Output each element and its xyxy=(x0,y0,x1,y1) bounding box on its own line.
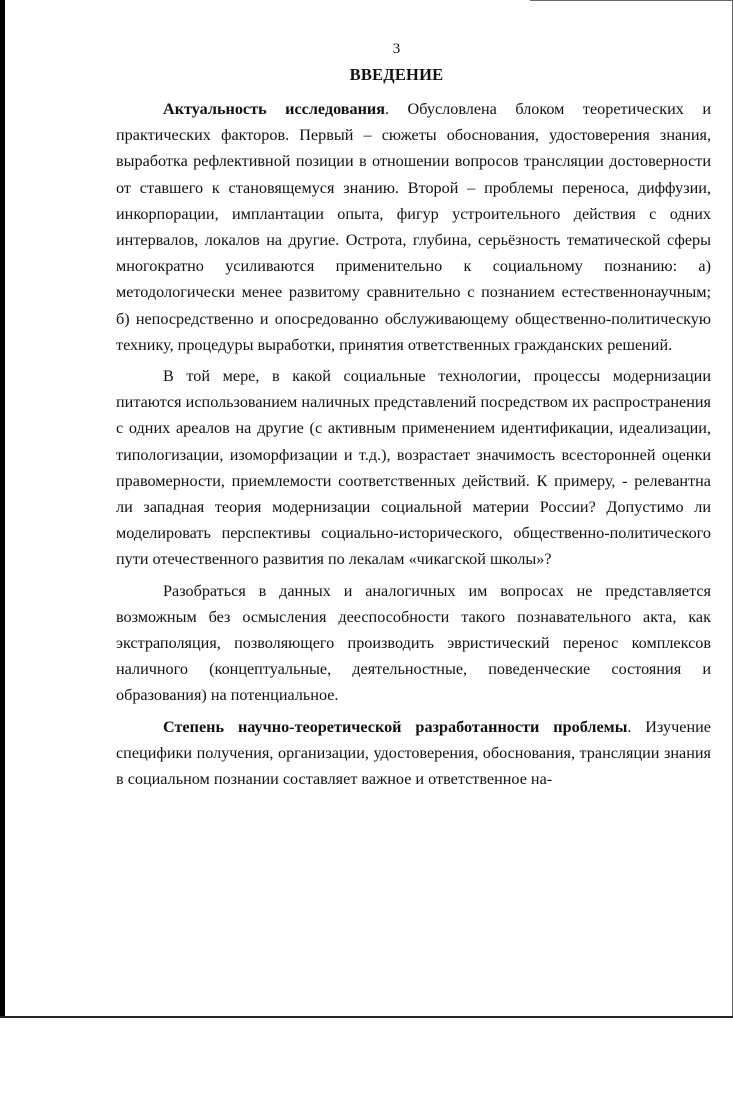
scan-top-border xyxy=(530,0,733,1)
paragraph-lead-relevance: Актуальность исследования xyxy=(163,100,386,118)
paragraph-text: . Изучение специфики получения, организации, удостоверения, обоснования, трансляции знания в социальном познании составляет важное и ответственное на- xyxy=(116,717,711,789)
paragraph-text: Разобраться в данных и аналогичных им вопросах не представляется возможным без осмысления дееспособности такого познавательного акта, как экстраполяция, позволяющего производить эвристический перенос комплексов наличного (концептуальные, деятельностные, поведенческие состояния и образования) на потенциальное. xyxy=(116,581,711,705)
paragraph-relevance xyxy=(116,96,711,358)
section-heading: ВВЕДЕНИЕ xyxy=(349,65,444,84)
page-number: 3 xyxy=(392,41,401,57)
paragraph-modernization xyxy=(116,363,711,573)
paragraph-lead-development-degree: Степень научно-теоретической разработанности проблемы xyxy=(163,717,628,736)
paragraph-development-degree xyxy=(116,714,711,793)
scan-bottom-border xyxy=(0,1016,733,1018)
paragraph-extrapolation xyxy=(116,578,711,709)
document-body xyxy=(116,96,711,797)
scan-left-border xyxy=(0,0,5,1018)
paragraph-text: В той мере, в какой социальные технологии, процессы модернизации питаются использованием наличных представлений посредством их распространения с одних ареалов на другие (с активным применением идентификации, идеализации, типологизации, изоморфизации и т.д.), возрастает значимость всесторонней оценки правомерности, приемлемости соответственных действий. К примеру, - релевантна ли западная теория модернизации социальной материи России? Допустимо ли моделировать перспективы социально-исторического, общественно-политического пути отечественного развития по лекалам «чикагской школы»? xyxy=(116,367,711,569)
paragraph-text: . Обусловлена блоком теоретических и практических факторов. Первый – сюжеты обоснования, удостоверения знания, выработка рефлективной позиции в отношении вопросов трансляции достоверности от ставшего к становящемуся знанию. Второй – проблемы переноса, диффузии, инкорпорации, имплантации опыта, фигур устроительного действия с одних интервалов, локалов на другие. Острота, глубина, серьёзность тематической сферы многократно усиливаются применительно к социальному познанию: а) методологически менее развитому сравнительно с познанием естественнонаучным; б) непосредственно и опосредованно обслуживающему общественно-политическую технику, процедуры выработки, принятия ответственных гражданских решений. xyxy=(116,100,711,354)
